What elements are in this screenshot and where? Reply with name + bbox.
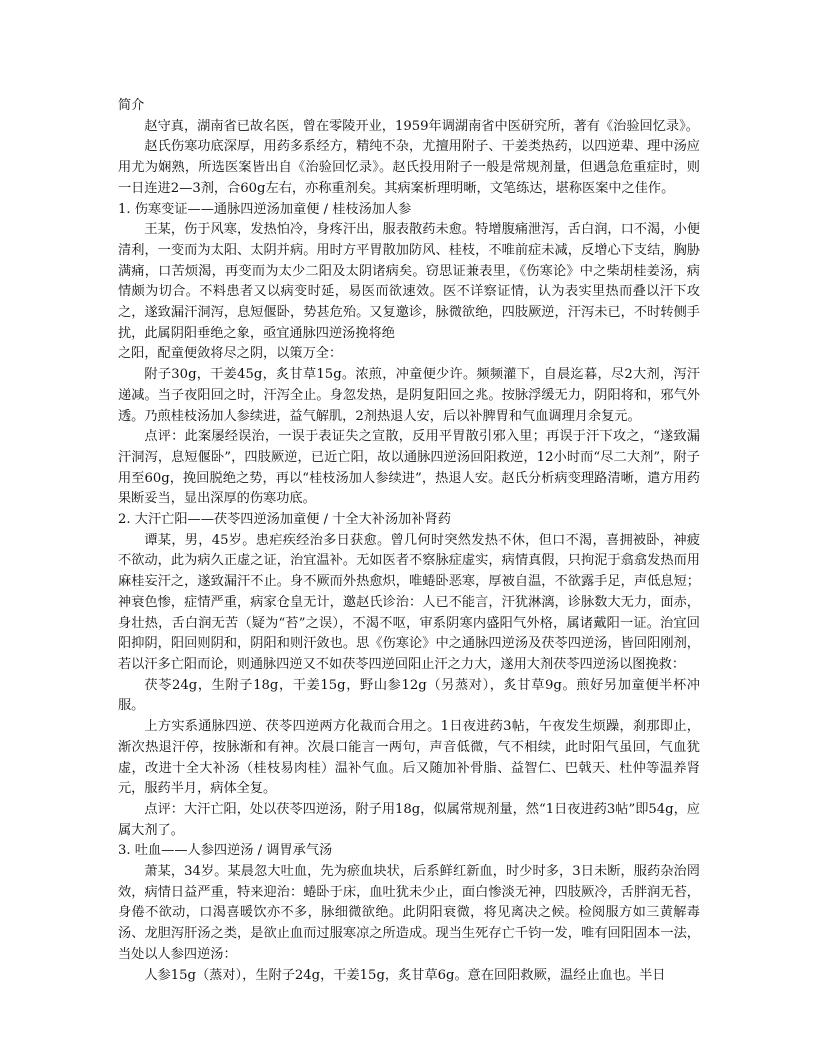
prescription-paragraph: 人参15g（蒸对），生附子24g，干姜15g，炙甘草6g。意在回阳救厥，温经止血也。半日 [144,967,666,983]
case-paragraph: 萧某，34岁。某晨忽大吐血，先为瘀血块状，后系鲜红新血，时少时多，3日未断，服药杂治罔效，病情日益严重，特来迎治：蜷卧于床，血吐犹未少止，面白惨淡无神，四肢厥冷，舌胖润无苔，身倦不欲动，口渴喜暖饮亦不多，脉细微欲绝。此阴阳衰微，将见离决之候。检阅服方如三黄解毒汤、龙胆泻肝汤之类，是欲止血而过服寒凉之所造成。现当生死存亡千钧一发，唯有回阳固本一法，当处以人参四逆汤： [118,864,700,962]
intro-paragraph: 赵守真，湖南省已故名医，曾在零陵开业，1959年调湖南省中医研究所，著有《治验回忆录》。 [144,118,699,134]
intro-heading: 简介 [118,98,145,113]
case-title: 2. 大汗亡阳——茯苓四逆汤加童便 / 十全大补汤加补肾药 [118,512,451,528]
commentary-paragraph: 点评：此案屡经误治，一误于表证失之宣散，反用平胃散引邪入里；再误于汗下攻之，“遂致漏汗洞泻，息短偃卧”，四肢厥逆，已近亡阳，故以通脉四逆汤回阳救逆，12小时而“尽二大剂”，附子用至60g，挽回脱绝之势，再以“桂枝汤加人参续进”，热退人安。赵氏分析病变理路清晰，遣方用药果断妥当，显出深厚的伤寒功底。 [118,429,700,507]
case-paragraph: 上方实系通脉四逆、茯苓四逆两方化裁而合用之。1日夜进药3帖，午夜发生烦躁，刹那即止，渐次热退汗停，按脉渐和有神。次晨口能言一两句，声音低微，气不相续，此时阳气虽回，气血犹虚，改进十全大补汤（桂枝易肉桂）温补气血。后又随加补骨脂、益智仁、巴戟天、杜仲等温养肾元，服药半月，病体全复。 [118,719,700,797]
case-paragraph: 之阳，配童便敛将尽之阴，以策万全： [118,346,343,362]
case-title: 1. 伤寒变证——通脉四逆汤加童便 / 桂枝汤加人参 [118,201,412,217]
prescription-paragraph: 附子30g，干姜45g，炙甘草15g。浓煎，冲童便少许。频频灌下，自晨迄暮，尽2大剂，泻汗递减。当子夜阳回之时，汗泻全止。身忽发热，是阴复阳回之兆。按脉浮缓无力，阴阳将和，邪气外透。乃煎桂枝汤加人参续进，益气解肌，2剂热退人安，后以补脾胃和气血调理月余复元。 [118,367,700,424]
case-paragraph: 谭某，男，45岁。患疟疾经治多日获愈。曾几何时突然发热不休，但口不渴，喜拥被卧，神疲不欲动，此为病久正虚之证，治宜温补。无如医者不察脉症虚实，病情真假，只拘泥于翕翕发热而用麻桂妄汗之，遂致漏汗不止。身不厥而外热愈炽，唯蜷卧恶寒，厚被自温，不欲露手足，声低息短；神衰色惨，症情严重，病家仓皇无计，邀赵氏诊治：人已不能言，汗犹淋漓，诊脉数大无力，面赤，身壮热，舌白润无苦（疑为“苔”之误），不渴不呕，审系阴寒内盛阳气外格，属诸戴阳一证。治宜回阳抑阴，阳回则阴和，阴阳和则汗敛也。思《伤寒论》中之通脉四逆汤及茯苓四逆汤，皆回阳刚剂，若以汗多亡阳而论，则通脉四逆又不如茯苓四逆回阳止汗之力大，遂用大剂茯苓四逆汤以图挽救： [118,532,700,672]
document-page [118,96,700,986]
prescription-paragraph: 茯苓24g，生附子18g，干姜15g，野山参12g（另蒸对），炙甘草9g。煎好另加童便半杯冲服。 [118,677,700,714]
case-title: 3. 吐血——人参四逆汤 / 调胃承气汤 [118,843,333,859]
case-paragraph: 王某，伤于风寒，发热怕冷，身疼汗出，服表散药未愈。特增腹痛泄泻，舌白润，口不渴，小便清利，一变而为太阳、太阴并病。用时方平胃散加防风、桂枝，不唯前症未减，反增心下支结，胸胁满痛，口苦烦渴，再变而为太少二阳及太阴诸病矣。窃思证兼表里，《伤寒论》中之柴胡桂姜汤，病情颇为切合。不料患者又以病变时延，易医而欲速效。医不详察证情，认为表实里热而叠以汗下攻之，遂致漏汗洞泻，息短偃卧，势甚危殆。又复邀诊，脉微欲绝，四肢厥逆，汗泻未已，不时转侧手扰，此属阴阳垂绝之象，亟宜通脉四逆汤挽将绝 [118,222,700,341]
commentary-paragraph: 点评：大汗亡阳，处以茯苓四逆汤，附子用18g，似属常规剂量，然“1日夜进药3帖”即54g，应属大剂了。 [118,801,700,838]
intro-paragraph: 赵氏伤寒功底深厚，用药多系经方，精纯不杂，尤擅用附子、干姜类热药，以四逆辈、理中汤应用尤为娴熟，所选医案皆出自《治验回忆录》。赵氏投用附子一般是常规剂量，但遇急危重症时，则一日连进2—3剂，合60g左右，亦称重剂矣。其病案析理明晰，文笔练达，堪称医案中之佳作。 [118,139,700,196]
